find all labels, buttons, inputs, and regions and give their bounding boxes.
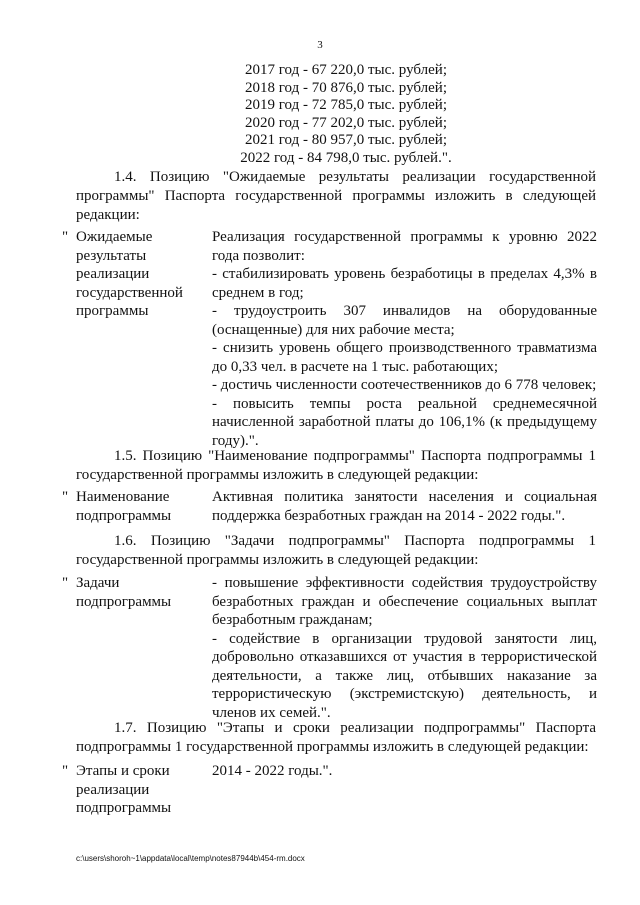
- amount-line: 2019 год - 72 785,0 тыс. рублей;: [245, 97, 447, 113]
- position-value: [212, 488, 597, 525]
- value-line: 2014 - 2022 годы.".: [212, 763, 333, 779]
- value-line: Реализация государственной программы к уровню 2022 года позволит:: [212, 229, 597, 264]
- position-value: [212, 574, 597, 722]
- position-label: Задачи подпрограммы: [76, 575, 172, 610]
- value-line: - повысить темпы роста реальной среднемесячной начисленной заработной платы до 106,1% (к предыдущему году).".: [212, 395, 597, 449]
- open-quote: ": [62, 489, 69, 505]
- section-1-6-intro: 1.6. Позицию "Задачи подпрограммы" Паспорта подпрограммы 1 государственной программы изложить в следующей редакции:: [76, 533, 596, 568]
- section-1-5-intro: 1.5. Позицию "Наименование подпрограммы" Паспорта подпрограммы 1 государственной программы изложить в следующей редакции:: [76, 448, 596, 483]
- value-line: - стабилизировать уровень безработицы в пределах 4,3% в среднем в год;: [212, 266, 597, 301]
- position-label: Этапы и сроки реализации подпрограммы: [76, 763, 172, 816]
- amount-line: 2022 год - 84 798,0 тыс. рублей.".: [240, 149, 452, 166]
- position-label: Ожидаемые результаты реализации государственной программы: [76, 229, 183, 319]
- amount-line: 2020 год - 77 202,0 тыс. рублей;: [245, 114, 447, 131]
- funding-amounts-list: [0, 62, 640, 167]
- amount-line: 2021 год - 80 957,0 тыс. рублей;: [245, 132, 447, 148]
- value-line: - повышение эффективности содействия трудоустройству безработных граждан и обеспечение социальных выплат безработным гражданам;: [212, 575, 597, 628]
- amount-line: 2018 год - 70 876,0 тыс. рублей;: [245, 79, 447, 96]
- position-value: [212, 762, 597, 781]
- value-line: - достичь численности соотечественников до 6 778 человек;: [212, 377, 597, 393]
- open-quote: ": [62, 763, 69, 779]
- value-line: - содействие в организации трудовой занятости лиц, добровольно отказавшихся от участия в террористической деятельности, а также лиц, отбывших наказание за террористическую (экстремистскую) деятельность, и членов их семей.".: [212, 630, 597, 721]
- position-label: Наименование подпрограммы: [76, 489, 172, 524]
- value-line: - трудоустроить 307 инвалидов на оборудованные (оснащенные) для них рабочие места;: [212, 303, 597, 338]
- section-1-4-intro: 1.4. Позицию "Ожидаемые результаты реализации государственной программы" Паспорта государственной программы изложить в следующей редакции:: [76, 169, 596, 223]
- section-1-7-intro: 1.7. Позицию "Этапы и сроки реализации подпрограммы" Паспорта подпрограммы 1 государственной программы изложить в следующей редакции:: [76, 720, 596, 755]
- value-line: Активная политика занятости населения и социальная поддержка безработных граждан на 2014 - 2022 годы.".: [212, 489, 597, 524]
- open-quote: ": [62, 575, 69, 591]
- position-value: [212, 228, 597, 450]
- file-path-footer: c:\users\shoroh~1\appdata\local\temp\notes87944b\454-rm.docx: [76, 854, 305, 863]
- page-number: 3: [317, 39, 323, 51]
- value-line: - снизить уровень общего производственного травматизма до 0,33 чел. в расчете на 1 тыс. работающих;: [212, 340, 597, 375]
- open-quote: ": [62, 229, 69, 245]
- amount-line: 2017 год - 67 220,0 тыс. рублей;: [245, 62, 447, 78]
